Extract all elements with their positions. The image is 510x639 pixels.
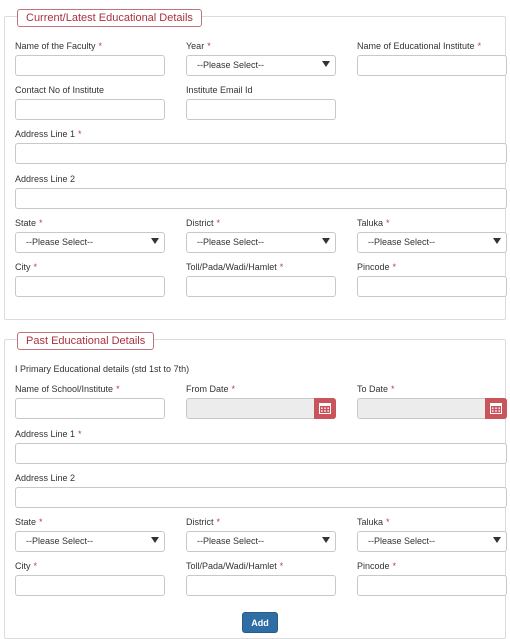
required-mark: * [386,218,390,228]
calendar-icon [319,402,331,414]
to-date-calendar-button[interactable] [485,398,507,419]
from-date-calendar-button[interactable] [314,398,336,419]
institute-label: Name of Educational Institute * [357,41,482,51]
caret-down-icon [322,537,330,543]
faculty-input[interactable] [15,55,165,76]
required-mark: * [207,41,211,51]
required-mark: * [386,517,390,527]
address1-label: Address Line 1 * [15,129,82,139]
current-education-legend: Current/Latest Educational Details [17,9,202,27]
past-state-label: State * [15,517,43,527]
past-address1-label: Address Line 1 * [15,429,82,439]
state-select[interactable] [15,232,165,253]
required-mark: * [392,561,397,571]
required-mark: * [39,218,43,228]
pincode-label: Pincode * [357,262,397,272]
caret-down-icon [322,238,330,244]
address2-label: Address Line 2 [15,174,76,184]
past-state-select[interactable] [15,531,165,552]
required-mark: * [391,384,395,394]
past-city-input[interactable] [15,575,165,596]
required-mark: * [78,129,82,139]
past-address2-label: Address Line 2 [15,473,76,483]
caret-down-icon [322,61,330,67]
past-taluka-select[interactable] [357,531,507,552]
toll-input[interactable] [186,276,336,297]
past-toll-label: Toll/Pada/Wadi/Hamlet * [186,561,284,571]
to-date-input[interactable] [357,398,507,419]
past-address2-input[interactable] [15,487,507,508]
caret-down-icon [151,238,159,244]
contact-input[interactable] [15,99,165,120]
required-mark: * [392,262,397,272]
past-pincode-input[interactable] [357,575,507,596]
taluka-select-value: --Please Select-- [368,237,436,247]
contact-label: Contact No of Institute [15,85,105,95]
email-label: Institute Email Id [186,85,253,95]
past-district-select[interactable] [186,531,336,552]
district-label: District * [186,218,221,228]
required-mark: * [33,262,38,272]
from-date-label: From Date * [186,384,236,394]
required-mark: * [39,517,43,527]
to-date-label: To Date * [357,384,395,394]
toll-label: Toll/Pada/Wadi/Hamlet * [186,262,284,272]
city-label: City * [15,262,38,272]
past-toll-input[interactable] [186,575,336,596]
required-mark: * [98,41,103,51]
past-address1-input[interactable] [15,443,507,464]
required-mark: * [279,561,284,571]
email-input[interactable] [186,99,336,120]
year-select[interactable] [186,55,336,76]
past-state-select-value: --Please Select-- [26,536,94,546]
primary-education-note: I Primary Educational details (std 1st to 7th) [15,364,190,374]
past-city-label: City * [15,561,38,571]
required-mark: * [477,41,482,51]
district-select-value: --Please Select-- [197,237,265,247]
address2-input[interactable] [15,188,507,209]
from-date-input[interactable] [186,398,336,419]
state-select-value: --Please Select-- [26,237,94,247]
past-pincode-label: Pincode * [357,561,397,571]
institute-input[interactable] [357,55,507,76]
required-mark: * [231,384,236,394]
city-input[interactable] [15,276,165,297]
taluka-select[interactable] [357,232,507,253]
past-taluka-select-value: --Please Select-- [368,536,436,546]
past-taluka-label: Taluka * [357,517,390,527]
required-mark: * [78,429,82,439]
required-mark: * [216,218,221,228]
address1-input[interactable] [15,143,507,164]
required-mark: * [33,561,38,571]
pincode-input[interactable] [357,276,507,297]
school-label: Name of School/Institute * [15,384,120,394]
required-mark: * [116,384,120,394]
state-label: State * [15,218,43,228]
caret-down-icon [493,537,501,543]
caret-down-icon [151,537,159,543]
add-button[interactable]: Add [242,612,278,633]
caret-down-icon [493,238,501,244]
school-input[interactable] [15,398,165,419]
taluka-label: Taluka * [357,218,390,228]
faculty-label: Name of the Faculty * [15,41,103,51]
year-label: Year * [186,41,211,51]
past-education-legend: Past Educational Details [17,332,154,350]
past-district-select-value: --Please Select-- [197,536,265,546]
year-select-value: --Please Select-- [197,60,265,70]
calendar-icon [490,402,502,414]
required-mark: * [216,517,221,527]
district-select[interactable] [186,232,336,253]
required-mark: * [279,262,284,272]
past-district-label: District * [186,517,221,527]
